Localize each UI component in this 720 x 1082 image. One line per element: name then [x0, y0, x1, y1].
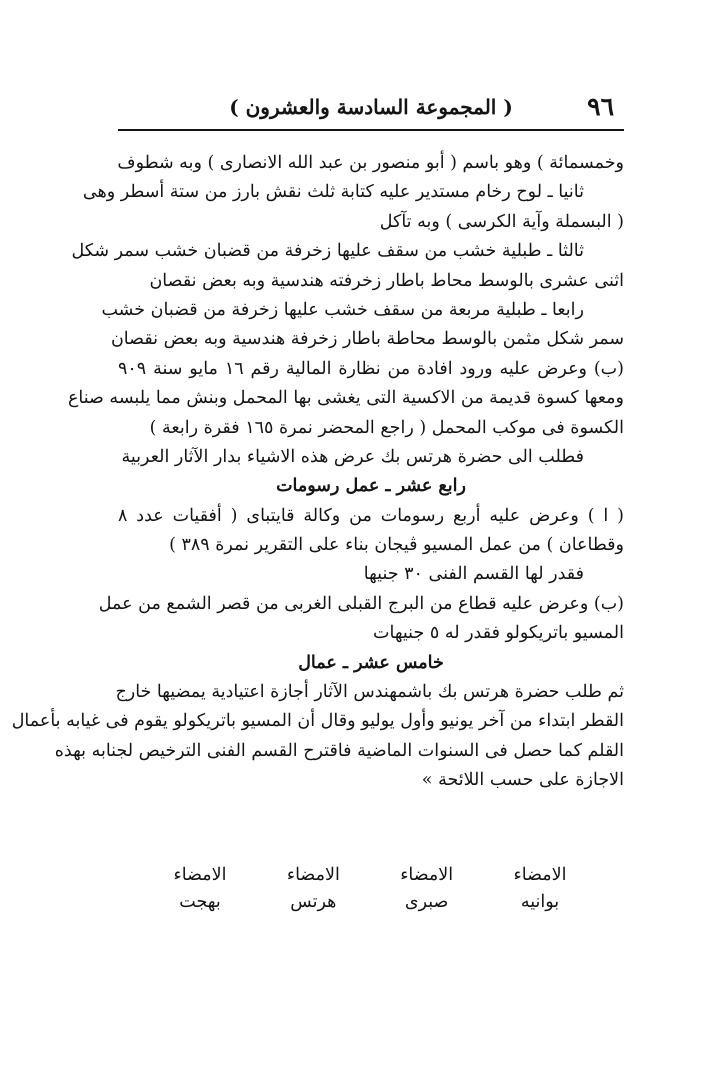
text-line: ثانيا ـ لوح رخام مستدير عليه كتابة ثلث نقش بارز من ستة أسطر وهى — [82, 182, 584, 203]
text-line: الاجازة على حسب اللائحة » — [421, 770, 624, 791]
text-line: سمر شكل مثمن بالوسط محاطة باطار زخرفة هندسية وبه بعض نقصان — [110, 329, 624, 350]
text-line: وخمسمائة ) وهو باسم ( أبو منصور بن عبد الله الانصارى ) وبه شطوف — [117, 153, 624, 173]
text-line: وقطاعان ) من عمل المسيو ڤيجان بناء على التقرير نمرة ٣٨٩ ) — [169, 535, 624, 556]
signature-column — [377, 862, 477, 918]
text-line: ثم طلب حضرة هرتس بك باشمهندس الآثار أجازة اعتيادية يمضيها خارج — [115, 682, 624, 703]
signature-title: الامضاء — [513, 865, 567, 885]
signature-name: بوانيه — [520, 892, 560, 912]
signature-column — [490, 862, 590, 918]
section-heading: رابع عشر ـ عمل رسومات — [276, 476, 466, 497]
page-header — [118, 92, 624, 126]
text-line: القلم كما حصل فى السنوات الماضية فاقترح القسم الفنى الترخيص لجنابه بهذه — [54, 740, 624, 761]
section-heading: خامس عشر ـ عمال — [298, 652, 444, 673]
text-line: ( ا ) وعرض عليه أربع رسومات من وكالة قايتباى ( أفقيات عدد ٨ — [118, 505, 624, 526]
signature-title: الامضاء — [400, 865, 454, 885]
signature-block — [150, 862, 590, 918]
text-line: (ب) وعرض عليه قطاع من البرج القبلى الغربى من قصر الشمع من عمل — [98, 593, 624, 614]
header-rule — [118, 129, 624, 131]
text-line: فقدر لها القسم الفنى ٣٠ جنيها — [363, 564, 584, 585]
page-number: ٩٦ — [587, 92, 614, 121]
text-line: رابعا ـ طبلية مربعة من سقف خشب عليها زخرفة من قضبان خشب — [101, 299, 584, 320]
text-line: القطر ابتداء من آخر يونيو وأول يوليو وقال أن المسيو باتريكولو يقوم فى غيابه بأعمال — [11, 711, 624, 732]
running-title: ( المجموعة السادسة والعشرون ) — [229, 95, 513, 119]
signature-title: الامضاء — [286, 865, 340, 885]
text-line: ومعها كسوة قديمة من الاكسية التى يغشى بها المحمل وبنش مما يلبسه صناع — [67, 388, 624, 409]
signature-name: صبرى — [404, 892, 449, 912]
text-line: الكسوة فى موكب المحمل ( راجع المحضر نمرة ١٦٥ فقرة رابعة ) — [149, 417, 624, 438]
signature-name: بهجت — [179, 892, 221, 912]
signature-column — [263, 862, 363, 918]
body-text — [11, 149, 624, 796]
text-line: ( البسملة وآية الكرسى ) وبه تآكل — [379, 211, 624, 232]
signature-name: هرتس — [290, 892, 337, 912]
signature-title: الامضاء — [173, 865, 227, 885]
text-line: فطلب الى حضرة هرتس بك عرض هذه الاشياء بدار الآثار العربية — [121, 446, 584, 467]
text-line: (ب) وعرض عليه ورود افادة من نظارة المالية رقم ١٦ مايو سنة ٩٠٩ — [118, 358, 624, 379]
text-line: اثنى عشرى بالوسط محاط باطار زخرفته هندسية وبه بعض نقصان — [149, 270, 624, 291]
text-line: ثالثا ـ طبلية خشب من سقف عليها زخرفة من قضبان خشب سمر شكل — [71, 241, 584, 262]
text-line: المسيو باتريكولو فقدر له ٥ جنيهات — [373, 623, 624, 644]
signature-column — [150, 862, 250, 918]
